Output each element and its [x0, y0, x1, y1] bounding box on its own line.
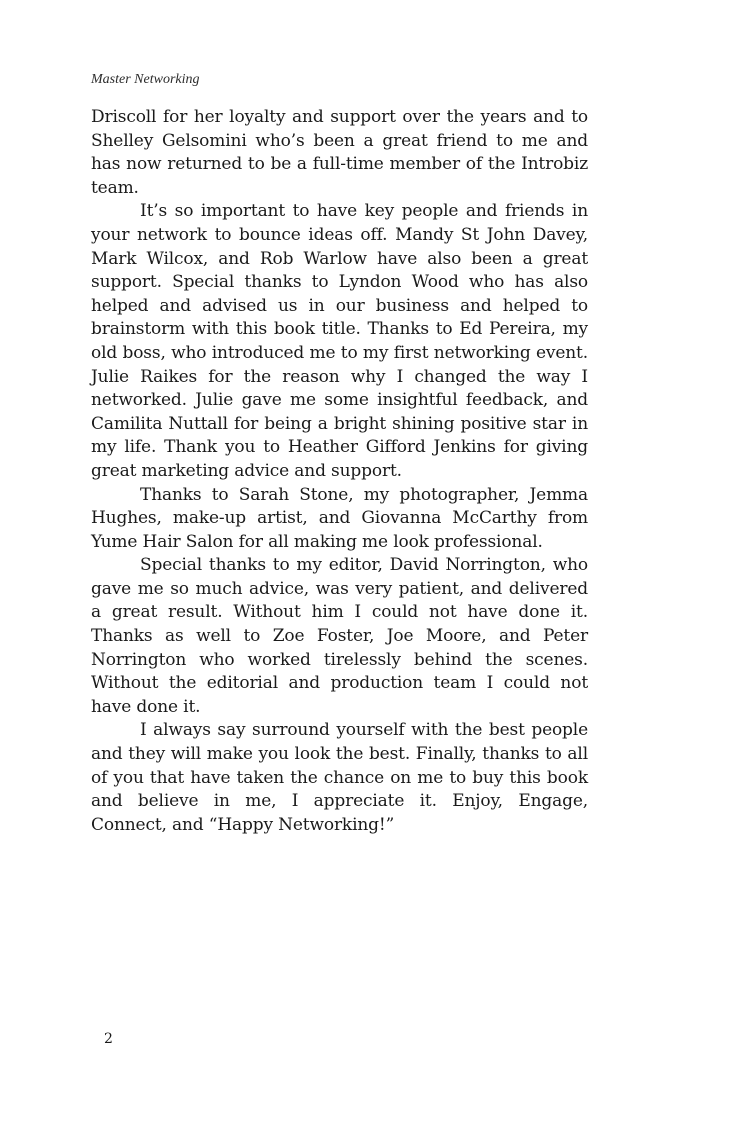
paragraph-closing: I always say surround yourself with the best people and they will make you look the best. Finally, thanks to all of you that have taken the chance on me to buy this book and believe in me, I appreciate it. Enjoy, Engage, Connect, and “Happy Networking!” — [91, 720, 588, 835]
body-text — [91, 106, 588, 837]
paragraph-continued: Driscoll for her loyalty and support over the years and to Shelley Gelsomini who’s been a great friend to me and has now returned to be a full-time member of the Introbiz team. — [91, 107, 588, 198]
page-number: 2 — [104, 1031, 113, 1047]
paragraph-key-people: It’s so important to have key people and friends in your network to bounce ideas off. Mandy St John Davey, Mark Wilcox, and Rob Warlow have also been a great support. Special thanks to Lyndon Wood who has also helped and advised us in our business and helped to brainstorm with this book title. Thanks to Ed Pereira, my old boss, who introduced me to my first networking event. Julie Raikes for the reason why I changed the way I networked. Julie gave me some insightful feedback, and Camilita Nuttall for being a bright shining positive star in my life. Thank you to Heather Gifford Jenkins for giving great marketing advice and support. — [91, 201, 588, 481]
running-header-title: Master Networking — [91, 72, 200, 87]
paragraph-photographer: Thanks to Sarah Stone, my photographer, Jemma Hughes, make-up artist, and Giovanna McCarthy from Yume Hair Salon for all making me look professional. — [91, 484, 588, 552]
paragraph-editor: Special thanks to my editor, David Norrington, who gave me so much advice, was very patient, and delivered a great result. Without him I could not have done it. Thanks as well to Zoe Foster, Joe Moore, and Peter Norrington who worked tirelessly behind the scenes. Without the editorial and production team I could not have done it. — [91, 555, 588, 717]
